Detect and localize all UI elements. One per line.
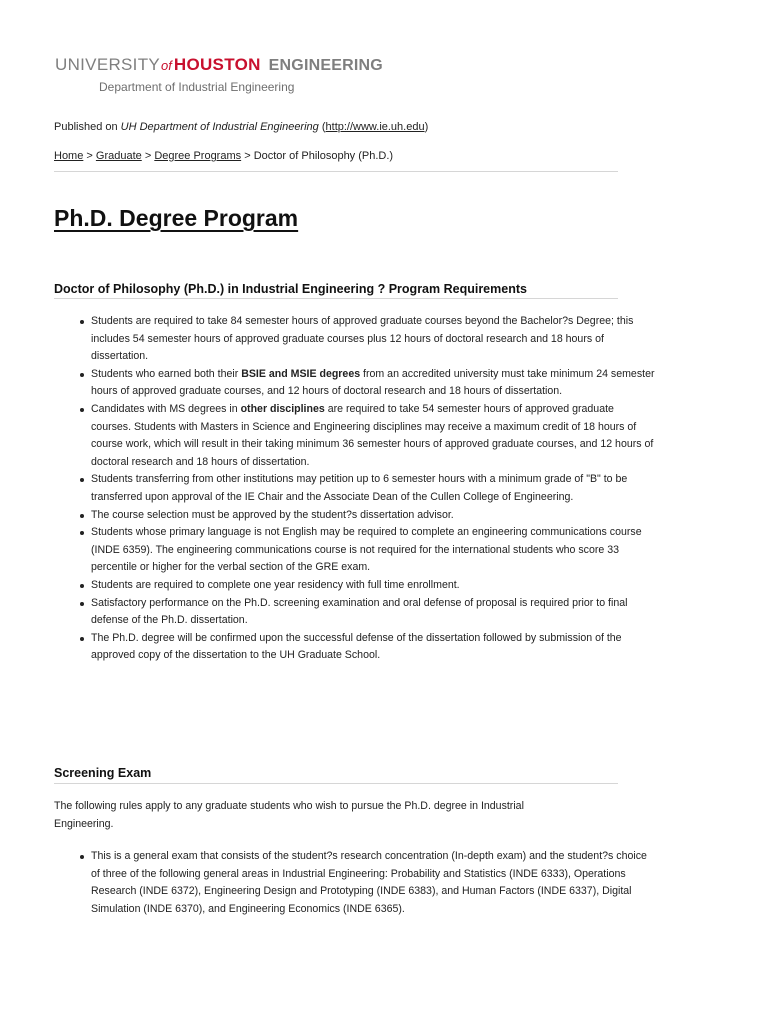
published-url-link[interactable]: http://www.ie.uh.edu <box>325 121 425 133</box>
breadcrumb-graduate-link[interactable]: Graduate <box>95 150 142 162</box>
list-item <box>91 848 655 918</box>
requirements-heading: Doctor of Philosophy (Ph.D.) in Industrial Engineering ? Program Requirements <box>54 282 527 296</box>
list-item-text: The Ph.D. degree will be confirmed upon the successful defense of the dissertation followed by submission of the approved copy of the dissertation to the UH Graduate School. <box>91 631 622 662</box>
list-item <box>91 507 655 525</box>
list-item <box>91 577 655 595</box>
breadcrumb-current: Doctor of Philosophy (Ph.D.) <box>253 150 394 162</box>
list-item <box>91 313 655 366</box>
logo-wordmark <box>55 55 383 74</box>
list-item <box>91 401 655 471</box>
screening-heading-divider <box>54 783 618 784</box>
list-item-text: Satisfactory performance on the Ph.D. screening examination and oral defense of proposal is required prior to final defense of the Ph.D. dissertation. <box>91 596 628 627</box>
list-item-text: from an accredited university must take minimum 24 semester hours of approved graduate courses, and 12 hours of doctoral research and 18 hours of dissertation. <box>91 367 655 398</box>
screening-heading: Screening Exam <box>54 766 152 780</box>
screening-intro: The following rules apply to any graduate students who wish to pursue the Ph.D. degree in Industrial Engineering. <box>54 800 524 830</box>
published-open-paren: ( <box>318 121 326 133</box>
logo-department-text: Department of Industrial Engineering <box>99 80 295 94</box>
breadcrumb-separator: > <box>83 150 96 162</box>
list-item <box>91 471 655 506</box>
list-item-bold-text: other disciplines <box>240 402 325 415</box>
logo-houston-text: HOUSTON <box>173 55 261 74</box>
requirements-list <box>54 313 655 665</box>
logo-of-text: of <box>161 58 172 73</box>
list-item-text: Students transferring from other institutions may petition up to 6 semester hours with a minimum grade of "B" to be transferred upon approval of the IE Chair and the Associate Dean of the Cullen College of Engineering. <box>91 473 628 503</box>
breadcrumb-separator: > <box>141 150 155 162</box>
list-item <box>91 630 655 665</box>
list-item-text: Students are required to take 84 semester hours of approved graduate courses beyond the Bachelor?s Degree; this includes 54 semester hours of approved graduate courses plus 12 hours of doctoral research and 18 hours of dissertation. <box>91 315 634 363</box>
breadcrumb-home-link[interactable]: Home <box>54 150 84 162</box>
breadcrumb <box>54 150 393 162</box>
published-close-paren: ) <box>424 121 429 133</box>
list-item-text: The course selection must be approved by the student?s dissertation advisor. <box>91 508 454 521</box>
breadcrumb-divider <box>54 171 618 172</box>
requirements-heading-divider <box>54 298 618 299</box>
list-item-text: Students are required to complete one year residency with full time enrollment. <box>91 578 460 591</box>
published-site-name: UH Department of Industrial Engineering <box>120 121 319 133</box>
university-logo[interactable] <box>55 55 383 94</box>
page-title: Ph.D. Degree Program <box>54 205 299 231</box>
breadcrumb-separator: > <box>241 150 254 162</box>
screening-list <box>54 848 655 918</box>
list-item-text: are required to take 54 semester hours of approved graduate courses. Students with Masters in Science and Engineering disciplines may receive a maximum credit of 18 hours of course work, which will result in their taking minimum 36 semester hours of approved graduate courses, and 12 hours of doctoral research and 18 hours of dissertation. <box>91 402 654 468</box>
list-item-text: Students whose primary language is not English may be required to complete an engineering communications course (INDE 6359). The engineering communications course is not required for the international students who score 33 percentile or higher for the verbal section of the GRE exam. <box>91 526 642 574</box>
list-item-text: Students who earned both their <box>91 367 242 380</box>
breadcrumb-degree-programs-link[interactable]: Degree Programs <box>154 150 242 162</box>
published-prefix: Published on <box>54 121 121 133</box>
list-item <box>91 524 655 577</box>
list-item-text: This is a general exam that consists of the student?s research concentration (In-depth exam) and the student?s choice of three of the following general areas in Industrial Engineering: Probability and Statistics (INDE 6333), Operations Research (INDE 6372), Engineering Design and Prototyping (INDE 6383), and Human Factors (INDE 6337), Digital Simulation (INDE 6370), and Engineering Economics (INDE 6365). <box>91 850 647 915</box>
list-item-bold-text: BSIE and MSIE degrees <box>241 367 361 380</box>
list-item-text: Candidates with MS degrees in <box>91 402 241 415</box>
list-item <box>91 366 655 401</box>
logo-university-text: UNIVERSITY <box>55 55 161 74</box>
logo-engineering-text: ENGINEERING <box>268 57 383 74</box>
published-line <box>54 121 428 133</box>
list-item <box>91 595 655 630</box>
